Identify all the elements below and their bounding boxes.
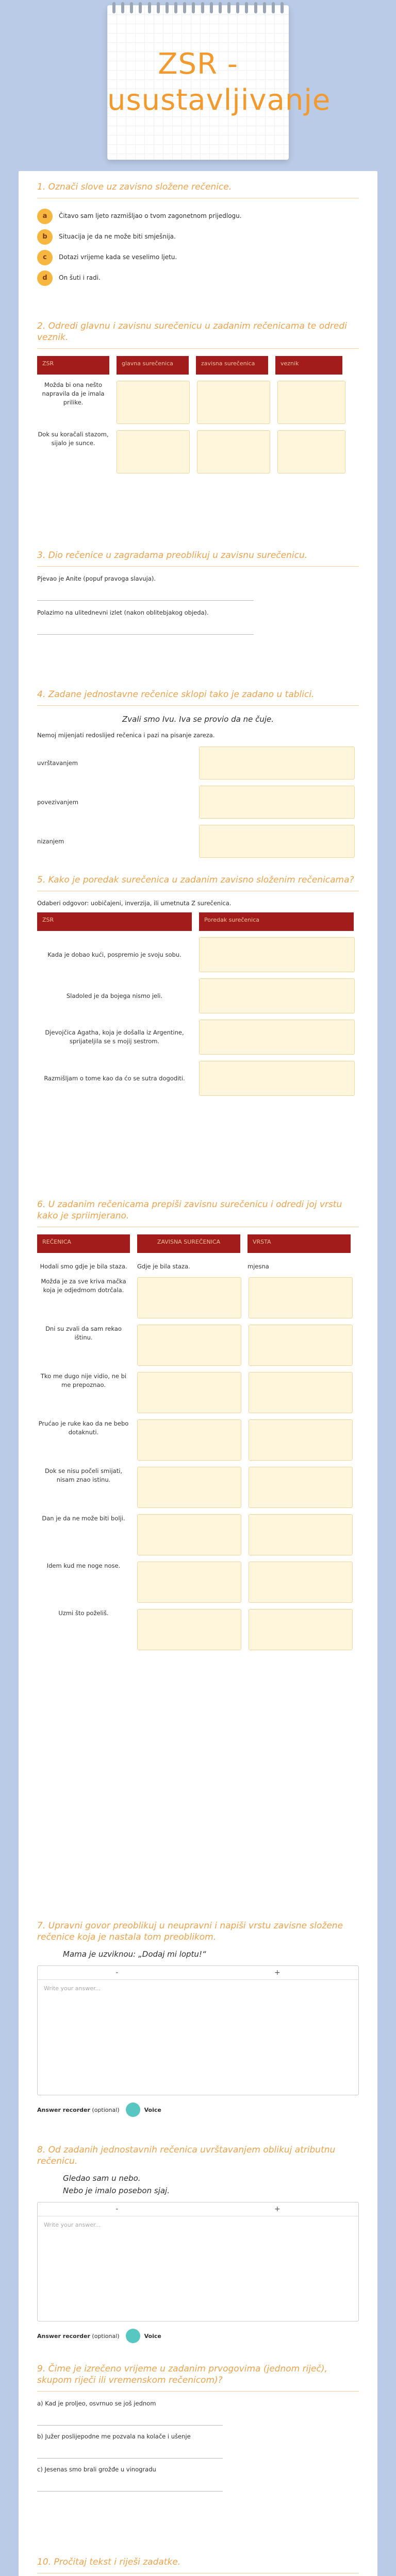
q9-answer-line[interactable]	[37, 2479, 223, 2492]
question-3	[37, 550, 359, 640]
record-voice-icon[interactable]	[126, 2103, 140, 2117]
q6-type-cell[interactable]	[249, 1277, 353, 1318]
q2-sentence: Dok su koračali stazom, sijalo je sunce.	[38, 431, 109, 447]
option-text: Dotazi vrijeme kada se veselimo ljetu.	[59, 253, 177, 261]
q6-sentence: Prućao je ruke kao da ne bebo dotaknuti.	[38, 1420, 129, 1436]
q4-quote: Zvali smo Ivu. Iva se provio da ne čuje.	[122, 715, 274, 724]
q6-clause-cell[interactable]	[137, 1277, 241, 1318]
record-voice-icon[interactable]	[126, 2329, 140, 2343]
q8-quote-line-1: Gledao sam u nebo.	[63, 2174, 141, 2183]
q7-answer-editor[interactable]	[37, 1965, 359, 2095]
minus-icon[interactable]: -	[116, 2205, 119, 2213]
q5-answer-cell[interactable]	[199, 937, 355, 972]
table-row	[37, 825, 359, 858]
q7-editor-toolbar	[38, 1966, 358, 1980]
q6-clause-cell[interactable]	[137, 1562, 241, 1603]
q9-item: a) Kad je proljeo, osvrnuo se još jednom	[37, 2400, 156, 2407]
q3-answer-line[interactable]	[37, 622, 254, 635]
question-7	[37, 1920, 359, 2117]
q6-type-cell[interactable]	[249, 1562, 353, 1603]
question-8-text: 8. Od zadanih jednostavnih rečenica uvrštavanjem oblikuj atributnu rečenicu.	[37, 2145, 336, 2166]
table-row	[37, 430, 359, 473]
q2-header-2: zavisna surečenica	[196, 356, 268, 375]
worksheet	[19, 171, 377, 2576]
table-row	[37, 1609, 359, 1650]
question-4-text: 4. Zadane jednostavne rečenice sklopi tako je zadano u tablici.	[37, 689, 315, 700]
q2-table-header	[37, 356, 359, 375]
q8-answer-editor[interactable]	[37, 2202, 359, 2321]
q6-sentence: Uzmi što poželiš.	[58, 1609, 109, 1617]
question-9	[37, 2363, 359, 2496]
question-8	[37, 2144, 359, 2343]
table-row	[37, 786, 359, 819]
question-10-text: 10. Pročitaj tekst i riješi zadatke.	[37, 2557, 181, 2567]
superscript-icon[interactable]: +	[274, 2205, 280, 2213]
q7-quote: Mama je uzviknou: „Dodaj mi loptu!“	[63, 1950, 206, 1959]
q1-option[interactable]	[37, 267, 359, 288]
q2-glavna-cell[interactable]	[117, 430, 190, 473]
q7-recorder	[37, 2103, 359, 2117]
q6-type-cell[interactable]	[249, 1372, 353, 1413]
minus-icon[interactable]: -	[116, 1969, 119, 1977]
q5-table-header	[37, 912, 359, 931]
question-5-text: 5. Kako je poredak surečenica u zadanim zavisno složenim rečenicama?	[37, 875, 354, 885]
table-row	[37, 978, 359, 1013]
q8-recorder-optional: (optional)	[92, 2332, 120, 2340]
option-text: Situacija je da ne može biti smješnija.	[59, 233, 176, 240]
table-row	[37, 1419, 359, 1461]
question-1	[37, 181, 359, 288]
table-row	[37, 747, 359, 779]
q2-sentence: Možda bi ona nešto napravila da je imala prilike.	[42, 381, 105, 406]
q4-method-label: povezivanjem	[37, 798, 79, 806]
q8-recorder-label: Answer recorder	[37, 2332, 90, 2340]
q6-clause-cell[interactable]	[137, 1514, 241, 1555]
option-letter-badge[interactable]: a	[37, 209, 53, 224]
q6-header-2: VRSTA	[248, 1234, 351, 1253]
question-10	[37, 2556, 359, 2576]
question-5	[37, 874, 359, 1096]
q6-header-0: REČENICA	[37, 1234, 130, 1253]
option-text: Čitavo sam ljeto razmišljao o tvom zagonetnom prijedlogu.	[59, 212, 242, 219]
q8-quote-line-2: Nebo je imalo posebon sjaj.	[63, 2186, 170, 2195]
table-row	[37, 1061, 359, 1096]
q6-type-cell[interactable]	[249, 1419, 353, 1461]
q6-header-1: ZAVISNA SUREČENICA	[137, 1234, 240, 1253]
q4-answer-cell[interactable]	[199, 825, 355, 858]
question-1-text: 1. Označi slove uz zavisno složene rečenice.	[37, 182, 232, 192]
q8-recorder	[37, 2329, 359, 2343]
q5-answer-cell[interactable]	[199, 1061, 355, 1096]
table-row	[37, 1467, 359, 1508]
table-row	[37, 1277, 359, 1318]
q5-instruction: Odaberi odgovor: uobičajeni, inverzija, ili umetnuta Z surečenica.	[37, 900, 232, 907]
q5-sentence: Razmišljam o tome kao da ćo se sutra dogoditi.	[44, 1074, 185, 1082]
q2-header-1: glavna surečenica	[117, 356, 189, 375]
spiral-binding	[112, 2, 284, 13]
q6-clause-cell[interactable]	[137, 1325, 241, 1366]
q2-glavna-cell[interactable]	[117, 381, 190, 424]
q7-recorder-label: Answer recorder	[37, 2106, 90, 2113]
table-row	[37, 1325, 359, 1366]
q6-type-cell[interactable]	[249, 1467, 353, 1508]
q2-header-0: ZSR	[37, 356, 109, 375]
question-6	[37, 1199, 359, 1650]
option-letter-badge[interactable]: b	[37, 229, 53, 245]
q5-sentence: Kada je dobao kući, pospremio je svoju sobu.	[47, 951, 182, 958]
page-title: ZSR - usustavljivanje	[107, 47, 331, 117]
q6-sentence: Dan je da ne može biti bolji.	[42, 1515, 125, 1522]
q7-recorder-optional: (optional)	[92, 2106, 120, 2113]
q9-item: c) Jesenas smo brali grožđe u vinogradu	[37, 2466, 156, 2473]
q6-example-row	[37, 1259, 359, 1271]
q6-table-header	[37, 1234, 359, 1253]
table-row	[37, 937, 359, 972]
question-7-text: 7. Upravni govor preoblikuj u neupravni i napiši vrstu zavisne složene rečenice koja je nastala tom preoblikom.	[37, 1921, 343, 1942]
q1-option[interactable]	[37, 247, 359, 267]
q2-zavisna-cell[interactable]	[197, 381, 270, 424]
option-text: On šuti i radi.	[59, 274, 101, 281]
question-2-text: 2. Odredi glavnu i zavisnu surečenicu u zadanim rečenicama te odredi veznik.	[37, 321, 347, 343]
q4-instruction: Nemoj mijenjati redoslijed rečenica i pazi na pisanje zareza.	[37, 732, 215, 739]
option-letter-badge[interactable]: d	[37, 270, 53, 286]
q9-answer-line[interactable]	[37, 2446, 223, 2459]
q6-clause-cell[interactable]	[137, 1372, 241, 1413]
q5-header-0: ZSR	[37, 912, 192, 931]
question-9-text: 9. Čime je izrečeno vrijeme u zadanim prvogovima (jednom riječ), skupom riječi ili vremenskom rečenicom)?	[37, 2364, 327, 2385]
q1-option[interactable]	[37, 226, 359, 247]
q5-sentence: Sladoled je da bojega nismo jeli.	[66, 992, 163, 999]
q6-type-cell[interactable]	[249, 1514, 353, 1555]
q6-type-cell[interactable]	[249, 1325, 353, 1366]
table-row	[37, 1562, 359, 1603]
q6-clause-cell[interactable]	[137, 1467, 241, 1508]
question-6-text: 6. U zadanim rečenicama prepiši zavisnu surečenicu i odredi joj vrstu kako je spriimjerano.	[37, 1199, 342, 1221]
q2-zavisna-cell[interactable]	[197, 430, 270, 473]
q2-header-3: veznik	[275, 356, 342, 375]
q6-sentence: Dni su zvali da sam rekao ištinu.	[45, 1325, 122, 1341]
table-row	[37, 1372, 359, 1413]
q7-editor-placeholder[interactable]: Write your answer...	[44, 1985, 101, 1992]
q3-answer-line[interactable]	[37, 588, 254, 601]
q8-recorder-voice: Voice	[144, 2332, 161, 2340]
q4-answer-cell[interactable]	[199, 747, 355, 779]
table-row	[37, 381, 359, 424]
q6-example-clause: Gdje je bila staza.	[137, 1263, 190, 1270]
question-4	[37, 689, 359, 858]
q9-item: b) Južer poslijepodne me pozvala na kolače i ušenje	[37, 2433, 191, 2440]
q2-veznik-cell[interactable]	[277, 381, 345, 424]
question-3-text: 3. Dio rečenice u zagradama preoblikuj u zavisnu surečenicu.	[37, 550, 308, 561]
q5-sentence: Djevojčica Agatha, koja je došalla iz Argentine, sprijateljila se s mojij sestrom.	[45, 1029, 184, 1045]
question-2	[37, 320, 359, 473]
q5-answer-cell[interactable]	[199, 978, 355, 1013]
option-letter-badge[interactable]: c	[37, 250, 53, 265]
q6-clause-cell[interactable]	[137, 1419, 241, 1461]
q6-example-type: mjesna	[248, 1263, 269, 1270]
q5-answer-cell[interactable]	[199, 1020, 355, 1055]
superscript-icon[interactable]: +	[274, 1969, 280, 1977]
q4-method-label: nizanjem	[37, 837, 64, 845]
q1-option[interactable]	[37, 206, 359, 226]
q6-sentence: Dok se nisu počeli smijati, nisam znao istinu.	[44, 1467, 123, 1483]
q4-answer-cell[interactable]	[199, 786, 355, 819]
q4-method-label: uvrštavanjem	[37, 759, 78, 767]
q6-clause-cell[interactable]	[137, 1609, 241, 1650]
q7-recorder-voice: Voice	[144, 2106, 161, 2113]
q2-veznik-cell[interactable]	[277, 430, 345, 473]
q3-item: Polazimo na ulitednevni izlet (nakon oblitebjakog objeda).	[37, 609, 209, 616]
q6-sentence: Idem kud me noge nose.	[46, 1562, 121, 1569]
q8-editor-placeholder[interactable]: Write your answer...	[44, 2222, 101, 2228]
q6-example-sentence: Hodali smo gdje je bila staza.	[40, 1263, 127, 1270]
q6-sentence: Možda je za sve kriva mačka koja je odjedmom dotrčala.	[41, 1278, 126, 1294]
q6-sentence: Tko me dugo nije vidio, ne bi me prepoznao.	[40, 1372, 127, 1388]
table-row	[37, 1514, 359, 1555]
q5-header-1: Poredak surečenica	[199, 912, 354, 931]
q6-type-cell[interactable]	[249, 1609, 353, 1650]
header-notebook	[107, 5, 331, 160]
q8-editor-toolbar	[38, 2202, 358, 2216]
table-row	[37, 1020, 359, 1055]
q3-item: Pjevao je Anite (popuf pravoga slavuja).	[37, 575, 156, 582]
q9-answer-line[interactable]	[37, 2413, 223, 2426]
